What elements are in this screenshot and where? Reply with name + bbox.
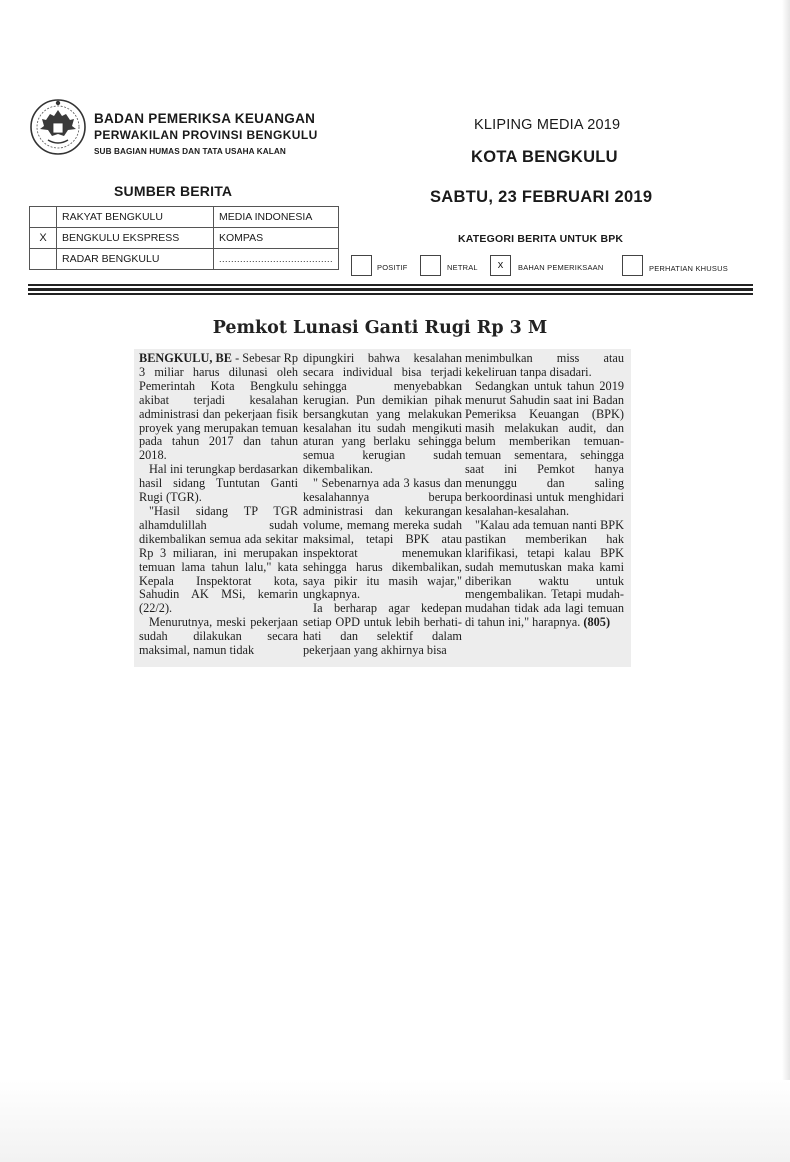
source-mark bbox=[30, 249, 57, 270]
source-cell: RADAR BENGKULU bbox=[57, 249, 214, 270]
category-title: KATEGORI BERITA UNTUK BPK bbox=[458, 233, 624, 245]
source-mark: X bbox=[30, 228, 57, 249]
category-checkbox-bahan-pemeriksaan[interactable]: x bbox=[490, 255, 511, 276]
page-shadow bbox=[0, 1080, 790, 1162]
source-mark bbox=[30, 207, 57, 228]
source-title: SUMBER BERITA bbox=[114, 183, 233, 199]
article-column-2 bbox=[303, 352, 462, 658]
article-column-1 bbox=[139, 352, 298, 658]
org-name: BADAN PEMERIKSA KEUANGAN bbox=[94, 111, 316, 126]
article-paragraph: menimbulkan miss atau kekeliruan tanpa disadari. bbox=[465, 351, 624, 379]
page-edge bbox=[782, 0, 790, 1162]
article-paragraph: Menurutnya, meski pekerjaan sudah dilakukan secara maksimal, namun tidak bbox=[139, 615, 298, 658]
source-table bbox=[29, 206, 339, 270]
article-paragraph: Hal ini terungkap berdasarkan hasil sidang Tuntutan Ganti Rugi (TGR). bbox=[139, 462, 298, 505]
article-paragraph: - Sebesar Rp 3 miliar harus dilunasi oleh Pemerintah Kota Bengkulu akibat terjadi kesalahan administrasi dan pekerjaan fisik proyek yang merupakan temuan pada tahun 2017 dan tahun 2018. bbox=[139, 351, 298, 463]
garuda-emblem-icon bbox=[28, 96, 88, 158]
category-label: BAHAN PEMERIKSAAN bbox=[518, 263, 604, 272]
category-label: NETRAL bbox=[447, 263, 478, 272]
org-unit: SUB BAGIAN HUMAS DAN TATA USAHA KALAN bbox=[94, 147, 286, 156]
org-branch: PERWAKILAN PROVINSI BENGKULU bbox=[94, 128, 318, 142]
table-row bbox=[30, 249, 339, 270]
article-paragraph: " Sebenarnya ada 3 kasus dan kesalahannya berupa administrasi dan kekurangan volume, memang mereka sudah maksimal, tetapi BPK atau inspektorat menemukan sehingga harus dikembalikan, saya pikir itu masih wajar," ungkapnya. bbox=[303, 476, 462, 602]
article-paragraph: dipungkiri bahwa kesalahan secara individual bisa terjadi sehingga menyebabkan kerugian. Pun demikian pihak bersangkutan yang melakukan kesalahan itu sudah mengikuti aturan yang berlaku sehingga semua kerugian sudah dikembalikan. bbox=[303, 351, 462, 477]
kliping-title: KLIPING MEDIA 2019 bbox=[474, 117, 621, 133]
source-cell: BENGKULU EKSPRESS bbox=[57, 228, 214, 249]
source-cell: RAKYAT BENGKULU bbox=[57, 207, 214, 228]
divider bbox=[28, 288, 753, 291]
date-title: SABTU, 23 FEBRUARI 2019 bbox=[430, 188, 653, 206]
category-checkbox-positif[interactable] bbox=[351, 255, 372, 276]
divider bbox=[28, 284, 753, 286]
article-headline: Pemkot Lunasi Ganti Rugi Rp 3 M bbox=[212, 318, 548, 338]
article-signature: (805) bbox=[583, 615, 611, 630]
article-dateline: BENGKULU, BE bbox=[139, 351, 232, 365]
article-paragraph: "Kalau ada temuan nanti BPK pastikan memberikan hak klarifikasi, tetapi kalau BPK sudah memutuskan maka kami diberikan waktu untuk mengembalikan. Tetapi mudah-mudahan tidak ada lagi temuan di tahun ini," harapnya. bbox=[465, 517, 624, 630]
article-column-3 bbox=[465, 352, 624, 630]
article-paragraph: Sedangkan untuk tahun 2019 menurut Sahudin saat ini Badan Pemeriksa Keuangan (BPK) masih melakukan audit, dan belum memberikan temuan-temuan sementara, sehingga saat ini Pemkot hanya menunggu dan saling berkoordinasi untuk menghidari kesalahan-kesalahan. bbox=[465, 378, 624, 518]
table-row bbox=[30, 207, 339, 228]
city-title: KOTA BENGKULU bbox=[471, 148, 618, 166]
table-row bbox=[30, 228, 339, 249]
source-cell: ...................................... bbox=[214, 249, 339, 270]
category-label: POSITIF bbox=[377, 263, 408, 272]
source-cell: MEDIA INDONESIA bbox=[214, 207, 339, 228]
article-paragraph: Ia berharap agar kedepan setiap OPD untuk lebih berhati-hati dan selektif dalam pekerjaan yang akhirnya bisa bbox=[303, 601, 462, 658]
category-label: PERHATIAN KHUSUS bbox=[649, 264, 728, 273]
divider bbox=[28, 293, 753, 295]
source-cell: KOMPAS bbox=[214, 228, 339, 249]
article-paragraph: "Hasil sidang TP TGR alhamdulillah sudah dikembalikan semua ada sekitar Rp 3 miliaran, ini merupakan temuan lama tahun lalu," kata Kepala Inspektorat kota, Sahudin AK MSi, kemarin (22/2). bbox=[139, 503, 298, 616]
category-checkbox-netral[interactable] bbox=[420, 255, 441, 276]
category-checkbox-perhatian-khusus[interactable] bbox=[622, 255, 643, 276]
